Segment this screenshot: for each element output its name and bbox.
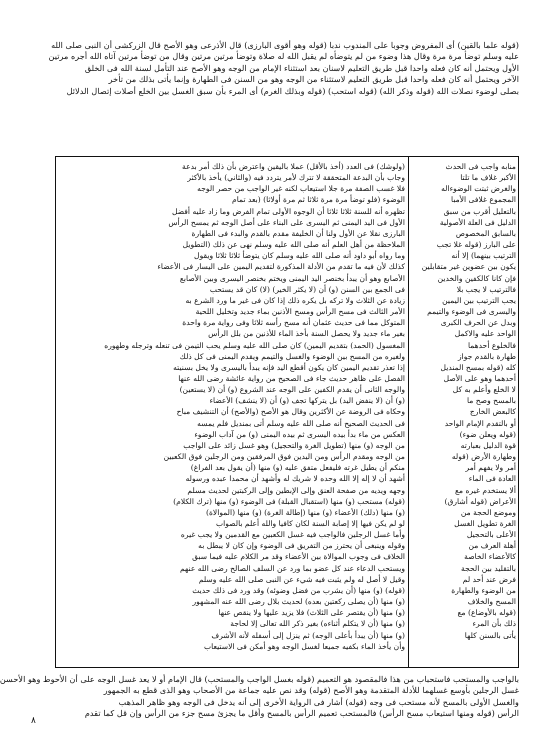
text-line: المتوكل مما فى حديث عثمان أنه مسح رأسه ثلاثا وفى رواية مرة واحدة [182, 318, 405, 328]
text-line: تظهره أنه للسنة ثلاثا ثلاثا أن الوجوه الأولى تمام الفرض وما زاد عليه أفضل [171, 206, 405, 216]
text-line: (قوله علما بالقين) أى المفروض وجوبا على المندوب ندبا (قوله وهو أقوى البارزى) قال الأذرعى وهو الأصح قال الزركشى أن النبى صلى الله [51, 40, 519, 50]
text-line: كالبعض الخارج [469, 407, 516, 417]
text-line: الدليل فى العلة الأصولية [439, 217, 516, 227]
text-line: فإن كانا كالكفين والخدين [437, 273, 516, 283]
main-text-column [60, 161, 405, 663]
text-line: والوجه الثانى أن يقدم الكفين على الوجه عند الشروع (و) أن (لا يستعين) [179, 385, 405, 395]
text-line: كله (قوله بمسح المنديل [440, 362, 516, 372]
text-line: من الوضوء والطهارة [451, 585, 516, 595]
column-divider [408, 157, 409, 667]
text-line: قوة الدليل بعبارته [460, 440, 516, 450]
text-line: (قوله) (و) منها (أن يشرب من فضل وضوئه) وقد ورد فى ذلك حديث [192, 585, 405, 595]
text-line: والغسل الأولى بالمسح لأنه مستحب فى وجه (قوله) أشار فى الرواية الأخرى إلى أنه يدخل فى الوجه وهو ظاهر المذهب [118, 696, 519, 707]
text-line: وقيل لا أصل له ولم يثبت فيه شيء عن النبى صلى الله عليه وسلم [198, 574, 405, 584]
text-line: المجموع غلافى الأمبا [451, 195, 516, 205]
text-line: بالمسح وصح ما [466, 396, 516, 406]
text-line: بصلى لوضوء نصلات الله (قوله وذكر الله) (قوله استحب) (قوله وبذلك الغرم) أى المرء بأن سبق الغسل بين الخلع أصلات إتصال الدلائل [66, 85, 519, 96]
text-line: والغرض ثبتت الوضوءاله [441, 184, 516, 194]
text-line: وجهه ويديه من صفحة العنق وإلى الإبطين وإلى الركبتين لحديث مسلم [187, 485, 405, 495]
text-line: الغرة تطويل الغسل [454, 519, 516, 528]
text-line: غسل الرجلين بأوسع غسلهما للأدلة المتقدمة وهو الأصح (قوله) وقد نص عليه جماعة من الأصحاب وهو الذى قطع به الجمهور [103, 685, 519, 696]
text-line: وطهارة الأرض (قوله [451, 452, 516, 462]
text-line: أمر ولا يفهم أمر [465, 463, 516, 473]
page-number: ٨ [31, 716, 36, 726]
text-line: أحدهما وهو على الأصل [443, 373, 516, 383]
text-line: وما رواه أبو داود أنه صلى الله عليه وسلم كان يتوضأ ثلاثا ثلاثا ويقول [194, 251, 405, 261]
text-line: البارزى نقلا عن الأول ولنا أن الخليفة مقدم بالقدم والبدء فى الطهارة [191, 228, 405, 238]
text-line: يكون بين عضوين غير متقابلين [421, 262, 516, 272]
text-line: بالتقليد بين الحجة [461, 563, 516, 573]
text-line: أو بالتقدم الإمام الواحد [444, 418, 516, 428]
text-line: الفصل على ظاهر حديث جاء فى الصحيح من رواية عائشة رضى الله عنها [178, 373, 405, 383]
text-line: وبدل عن الحرف الكبرى [440, 318, 516, 328]
text-line: فرض عند أحد لم [462, 574, 516, 584]
text-line: بالتعليل أقرب من سبق [443, 206, 516, 216]
text-line: (قوله بالأوضاع) مع [457, 608, 516, 618]
text-line: المسح والخلاف [467, 597, 516, 607]
text-line: (ولوشك) فى العدد (أخذ بالأقل) عملا باليقين واعترض بأن ذلك أمر بدعة [182, 162, 405, 171]
text-line: كالأعضاء الخاصة [464, 552, 516, 562]
text-line: كذلك لأن فيه ما تقدم من الأدلة المذكورة لتقديم اليمين على اليسار فى الأعضاء [157, 262, 405, 272]
text-line: واليسرى فى الوضوء والتيمم [427, 307, 516, 317]
text-line: يجب الترتيب بين اليمين [442, 295, 516, 305]
text-line: فلا غسب الصفة مرة جلا استيعاب لكنه غير الواجب من حصر الوجه [197, 184, 405, 194]
text-line: بغير ماء جديد ولا يحصل السنة بأخذ الماء للأذنين من بلل الرأس [208, 329, 405, 339]
text-line: وأما غسل الرجلين فالواجب فيه غسل الكعبين مع القدمين ولا يجب غيره [180, 530, 405, 540]
text-line: الأصابع وهو أن يبدأ بخنصر اليد اليمنى ويختم بخنصر اليسرى وبين الأصابع [179, 273, 405, 283]
text-line: يأتى بالسنن كلها [464, 630, 516, 640]
text-line: ألا يستخدم غيره مع [455, 485, 516, 495]
text-line: فى الجمع بين السنن (و) أن (لا يكثر الخير) (لا) كان قد يستحب [209, 284, 405, 294]
text-line: وأن يأخذ الماء بكفيه جميعا لغسل الوجه وهو أمكن فى الاستيعاب [204, 641, 405, 651]
text-line: ولغيره من المسح بين الوضوء والغسل والتيمم ويقدم اليمنى فى كل ذلك [179, 351, 405, 361]
text-line: فالترتيب لا يجب بلا [456, 284, 516, 294]
text-line: لا الخلع وأعلم به كل [452, 385, 516, 395]
text-line: من الوجه (و) منها (تطويل الغرة والتحجيل) وهو غسل زائد على الواجب [183, 440, 405, 450]
text-line: وجاب بأن البدعة المتحققة لا تترك لأمر يتردد فيه (والثاني) يأخذ بالأكثر [187, 173, 405, 183]
text-line: (و) منها (دلك) الأعضاء (و) منها (إطالة الغرة) (و) منها (الموالاة) [205, 507, 405, 517]
text-line: الأول ويحتمل أنه كان فعله واحدا قبل طريق التعليم لاسنان بعد استثناء الإمام من الوجه وهو الأصح عند التأمل لسنة الله فى الخلق [84, 62, 519, 73]
text-line: زيادة عن الثلاث ولا تركه بل يكره ذلك إذا كان فى غير ما ورد الشرع به [185, 295, 405, 305]
text-line: فالخلوع أحدهما [467, 340, 516, 350]
text-line: الواحد عليه والاكمل [454, 329, 516, 339]
text-line: لو لم يكن فيها إلا إصابة السنة لكان كافيا والله أعلم بالصواب [216, 519, 405, 528]
text-line: منكم أن يطيل غرته فليفعل متفق عليه (و) منها (أن يقول بعد الفراغ) [190, 463, 405, 473]
margin-commentary-column [412, 161, 516, 663]
text-line: أهلة العرف من [468, 541, 516, 551]
text-line: الأكبر غلاف ما تلتا [460, 173, 516, 183]
text-line: العكس من ماء بدأ بيده اليسرى ثم بيده اليمنى (و) من آداب الوضوء [194, 429, 405, 439]
text-line: الأول فى اليد اليمنى ثم اليسرى على البناء على أصل الوجه ثم يمسح الرأس [168, 217, 405, 227]
text-line: ذلك بأن المرء [472, 619, 516, 629]
text-line: (و) منها (أن يقتصر على الثلاث) فلا يزيد عليها ولا ينقص عنها [218, 608, 405, 618]
main-text-frame [55, 156, 519, 668]
text-line: عليه وسلم توضأ مرة مرة وقال هذا وضوء من لم يتوضأه لم يقبل الله له صلاة وتوضأ مرتين مرتين وقال من توضأ مرتين آتاه الله أجره مرتين [48, 51, 519, 62]
text-line: على البارز (قوله غلا تجب [436, 240, 516, 250]
text-line: (و) منها (أن يصلى ركعتين بعده) لحديث بلال رضى الله عنه المشهور [192, 597, 405, 607]
text-line: ويستحب الدعاء عند كل عضو بما ورد عن السلف الصالح رضى الله عنهم [180, 563, 405, 573]
text-line: منابه واجب فى الحدث [445, 162, 516, 171]
text-line: الأعلى بالتحجيل [466, 530, 516, 540]
text-line: فى الحديث الصحيح أنه صلى الله عليه وسلم أتى بمنديل فلم يمسه [197, 418, 405, 428]
text-line: (قوله) مستحب (و) منها (استقبال القبلة) فى الوضوء (و) منها (ترك الكلام) [173, 496, 405, 506]
text-line: المغسول (الحمد) بتقديم اليمين) كان صلى الله عليه وسلم يحب التيمن فى تنعله وترجله وطهوره [104, 340, 405, 350]
text-line: الخلاف فى وجوب الموالاة بين الأعضاء وقد مر الكلام عليه فيما سبق [192, 552, 405, 562]
text-line: من الوجه ومقدم الرأس ومن اليدين فوق المرفقين ومن الرجلين فوق الكعبين [163, 452, 405, 462]
text-line: الآخر ويحتمل أنه كان فعله واحدا قبل طريق التعليم لاستثناء من الوجه وهو من السنن فى الطهارة وإنما يأتى بذلك من تأخر [108, 74, 519, 85]
text-line: الرأس (قوله ومنها استيعاب مسح الرأس) فالمستحب تعميم الرأس بالمسح وأقل ما يجزئ مسح جزء من الرأس وإن قل كما تقدم [84, 708, 519, 719]
text-line: الملاحظة من أهل العلم أنه صلى الله عليه وسلم نهى عن ذلك (التطويل [182, 240, 405, 250]
top-commentary-block [48, 40, 519, 97]
text-line: (قوله ويعلن ضوء) [459, 429, 516, 439]
text-line: وحكاه فى الروضة عن الأكثرين وقال هو الأصح (والأصح) أن التنشيف مباح [176, 407, 405, 417]
text-line: إذا تعذر تقديم اليمين كان يكون أقطع اليد فإنه يبدأ باليسرى ولا يخل بسنيته [173, 362, 405, 372]
text-line: بالواجب والمستحب فاستحباب من هذا فالمقصود هو التعميم (قوله بغسل الواجب والمستحب) قال الإمام أو لا يعد غسل الوجه على أن الأحوط وهو الأحسن [0, 674, 519, 684]
text-line: (و) منها (أن لا يتكلم أثناءه) بغير ذكر الله تعالى إلا لحاجة [230, 619, 405, 629]
text-line: العادة فى الماء [468, 474, 516, 484]
text-line: الترتيب بينهما) إلا أنه [451, 251, 516, 261]
text-line: (و) أن (لا ينفض اليد) بل يتركها تجف (و) أن (لا ينشف) الأعضاء [209, 396, 405, 406]
text-line: طهارة بالقدم جواز [458, 351, 516, 361]
text-line: الوضوء (فلو توضأ مرة مرة ثلاثا ثم مرة أولاثا) (بعد تمام [232, 195, 405, 205]
text-line: وقوله وينبغى أن يحترز من التفريق فى الوضوء وإن كان لا يبطل به [198, 541, 405, 551]
text-line: الأعراض (قوله أشارق) [444, 496, 516, 506]
text-line: (و) منها (أن يبدأ بأعلى الوجه) ثم ينزل إلى أسفله لأنه الأشرف [211, 630, 405, 640]
text-line: بالسابق المخصوص [455, 228, 516, 238]
bottom-commentary-block [0, 674, 519, 720]
text-line: وموضع الحجة من [460, 507, 516, 517]
text-line: الأمر الثالث فى مسح الرأس ومسح الأذنين بماء جديد وتخليل اللحية [195, 307, 405, 317]
text-line: أشهد أن لا إله إلا الله وحده لا شريك له وأشهد أن محمدا عبده ورسوله [185, 474, 405, 484]
